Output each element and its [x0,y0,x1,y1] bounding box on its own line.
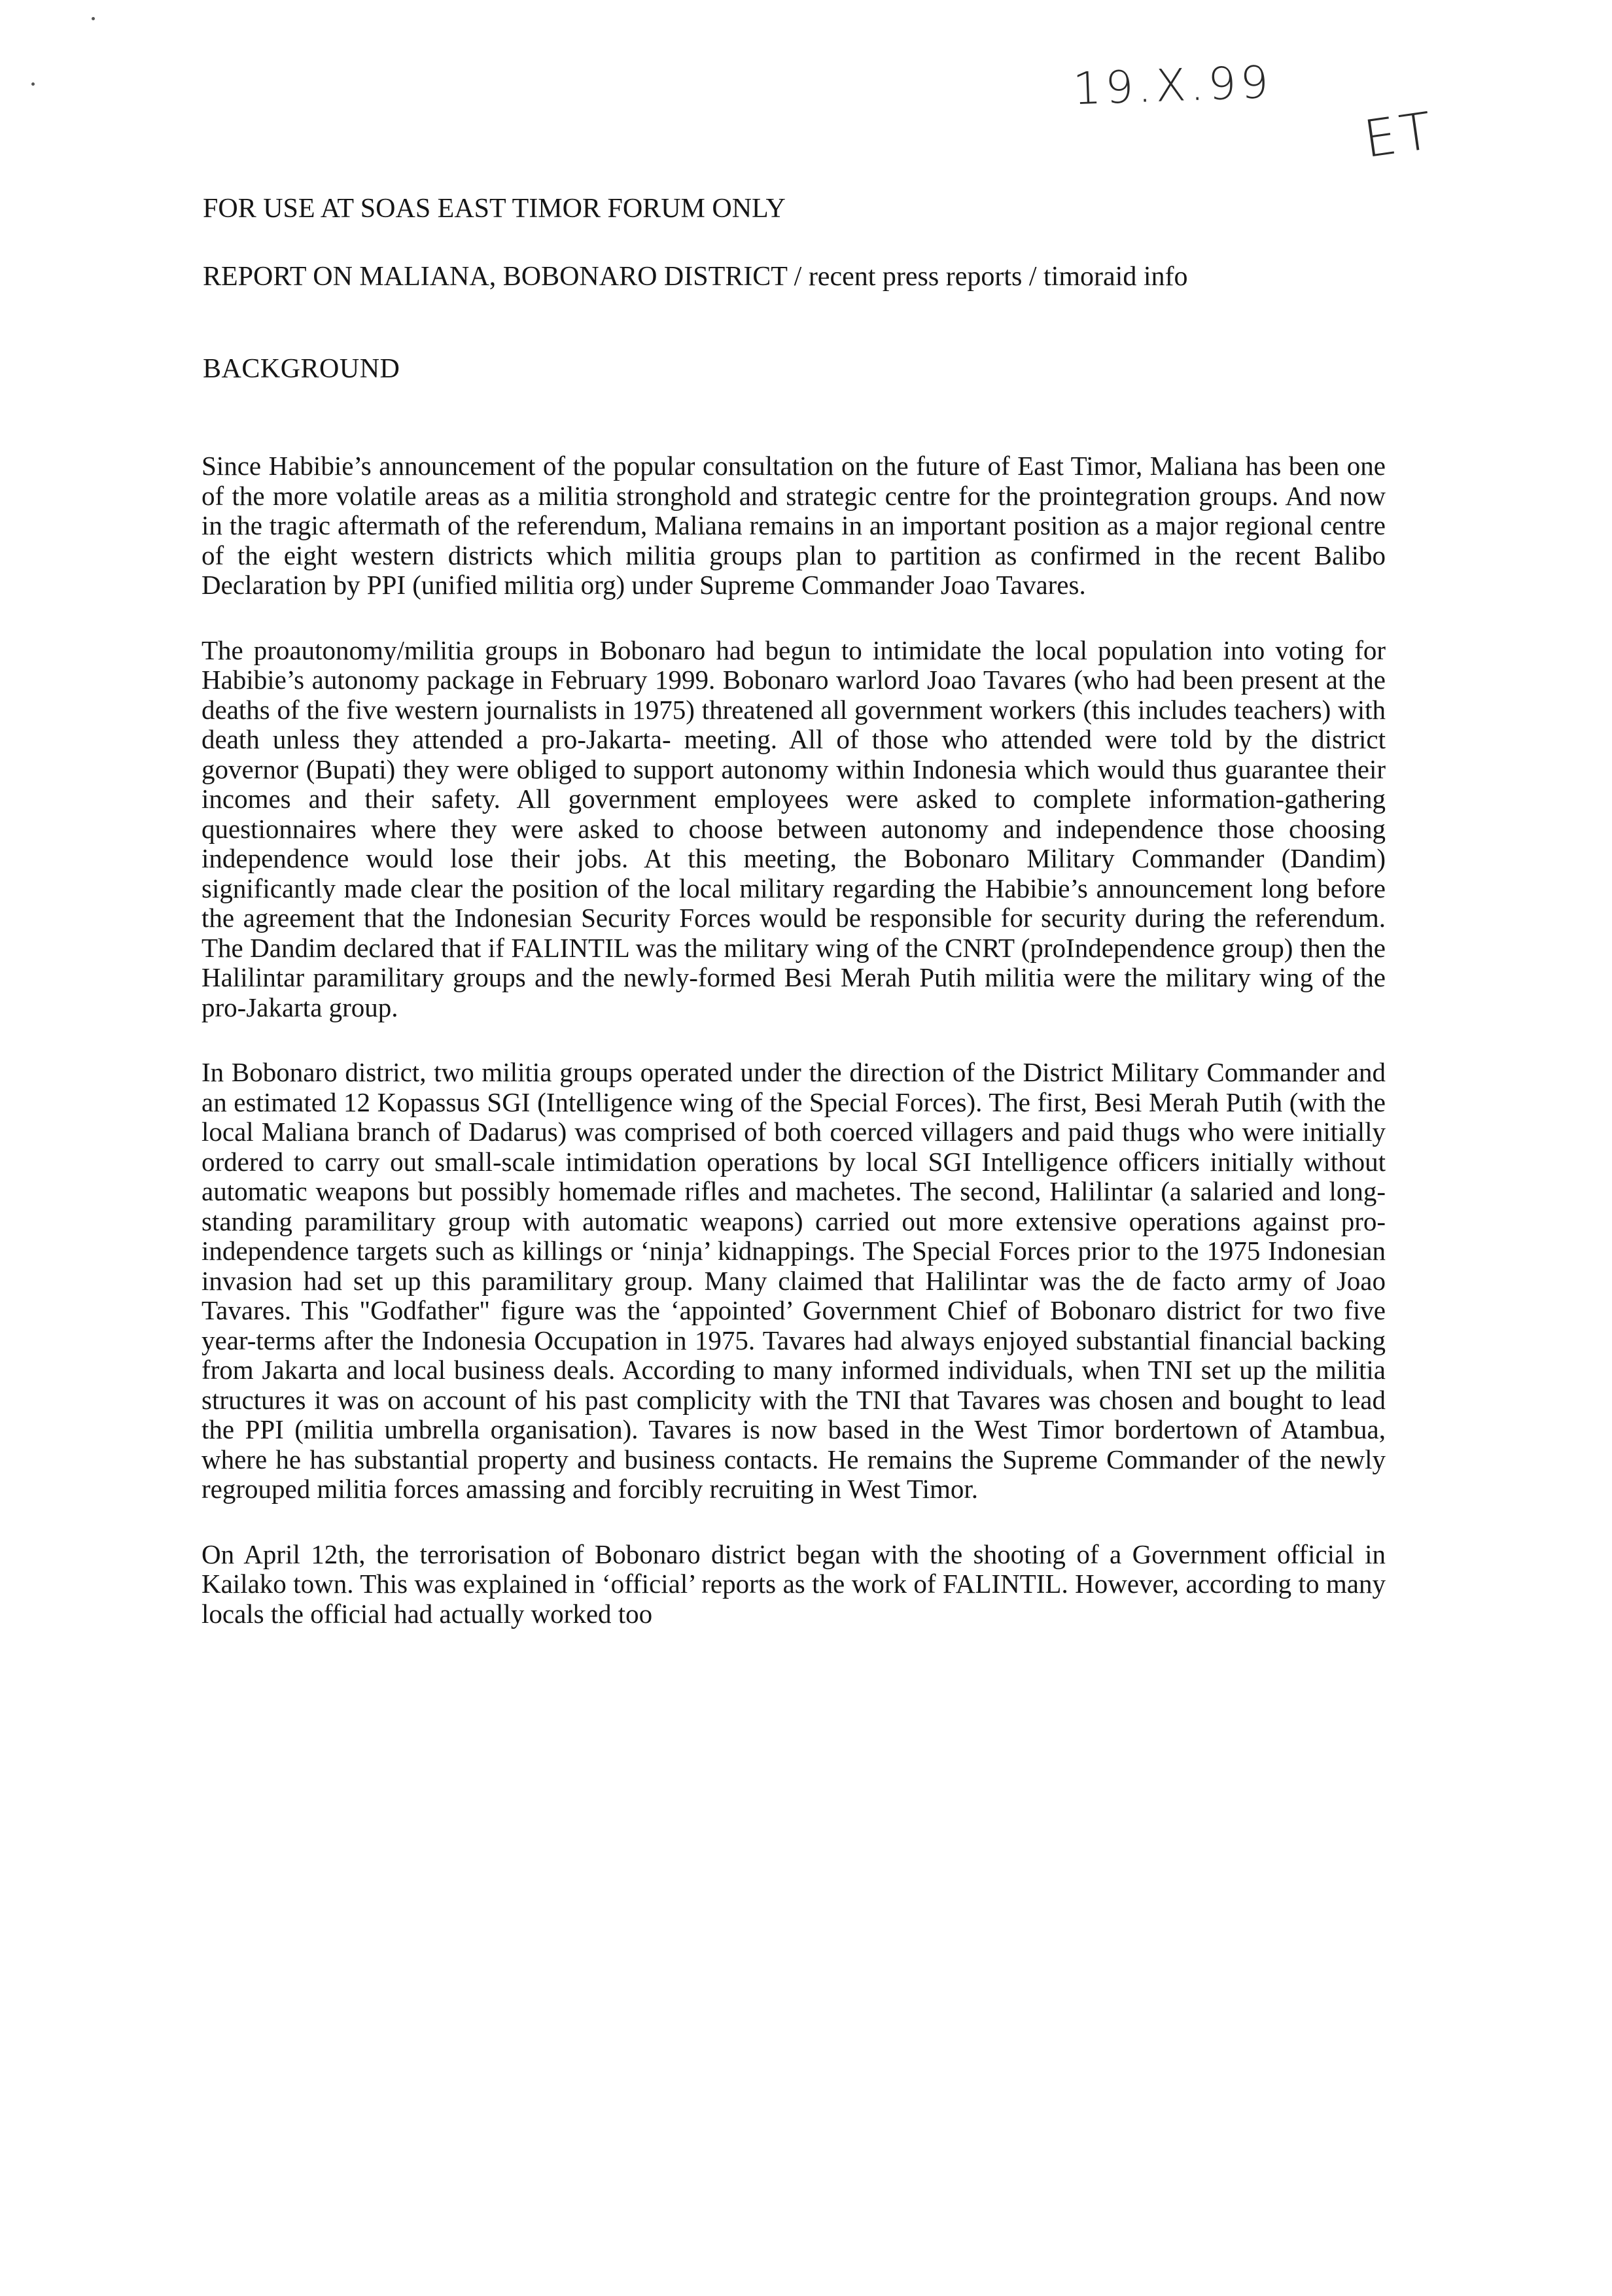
paragraph: The proautonomy/militia groups in Bobonaro had begun to intimidate the local population into voting for Habibie’s autonomy package in February 1999. Bobonaro warlord Joao Tavares (who had been present at the deaths of the five western journalists in 1975) threatened all government workers (this includes teachers) with death unless they attended a pro-Jakarta- meeting. All of those who attended were told by the district governor (Bupati) they were obliged to support autonomy within Indonesia which would thus guarantee their incomes and their safety. All government employees were asked to complete information-gathering questionnaires where they were asked to choose between autonomy and independence those choosing independence would lose their jobs. At this meeting, the Bobonaro Military Commander (Dandim) significantly made clear the position of the local military regarding the Habibie’s announcement long before the agreement that the Indonesian Security Forces would be responsible for security during the referendum. The Dandim declared that if FALINTIL was the military wing of the CNRT (proIndependence group) then the Halilintar paramilitary groups and the newly-formed Besi Merah Putih militia were the military wing of the pro-Jakarta group. [202,635,1386,1022]
paragraph: On April 12th, the terrorisation of Bobonaro district began with the shooting of a Government official in Kailako town. This was explained in ‘official’ reports as the work of FALINTIL. However, according to many locals the official had actually worked too [202,1539,1386,1629]
usage-notice: FOR USE AT SOAS EAST TIMOR FORUM ONLY [203,194,786,224]
paragraph: Since Habibie’s announcement of the popular consultation on the future of East Timor, Maliana has been one of the more volatile areas as a militia stronghold and strategic centre for the prointegration groups. And now in the tragic aftermath of the referendum, Maliana remains in an important position as a major regional centre of the eight western districts which militia groups plan to partition as confirmed in the recent Balibo Declaration by PPI (unified militia org) under Supreme Commander Joao Tavares. [202,451,1386,600]
stray-mark [31,82,35,86]
report-title: REPORT ON MALIANA, BOBONARO DISTRICT / recent press reports / timoraid info [203,262,1188,292]
body-text [202,451,1386,1664]
handwritten-date: 19.X.99 [1072,56,1274,116]
paragraph: In Bobonaro district, two militia groups operated under the direction of the District Military Commander and an estimated 12 Kopassus SGI (Intelligence wing of the Special Forces). The first, Besi Merah Putih (with the local Maliana branch of Dadarus) was comprised of both coerced villagers and paid thugs who were initially ordered to carry out small-scale intimidation operations by local SGI Intelligence officers initially without automatic weapons but possibly homemade rifles and machetes. The second, Halilintar (a salaried and long-standing paramilitary group with automatic weapons) carried out more extensive operations against pro-independence targets such as killings or ‘ninja’ kidnappings. The Special Forces prior to the 1975 Indonesian invasion had set up this paramilitary group. Many claimed that Halilintar was the de facto army of Joao Tavares. This "Godfather" figure was the ‘appointed’ Government Chief of Bobonaro district for two five year-terms after the Indonesia Occupation in 1975. Tavares had always enjoyed substantial financial backing from Jakarta and local business deals. According to many informed individuals, when TNI set up the militia structures it was on account of his past complicity with the TNI that Tavares was chosen and bought to lead the PPI (militia umbrella organisation). Tavares is now based in the West Timor bordertown of Atambua, where he has substantial property and business contacts. He remains the Supreme Commander of the newly regrouped militia forces amassing and forcibly recruiting in West Timor. [202,1057,1386,1504]
stray-mark [92,17,95,20]
section-heading: BACKGROUND [203,354,400,384]
handwritten-initials: ET [1360,101,1439,170]
